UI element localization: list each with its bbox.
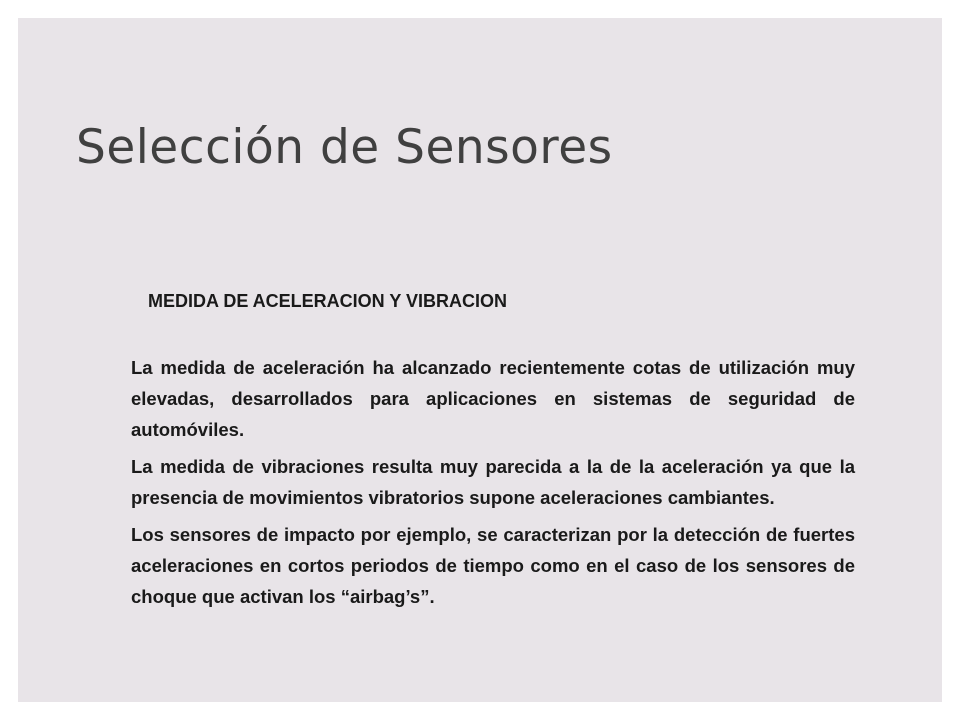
- body-text: [131, 352, 855, 618]
- paragraph-acceleration: La medida de aceleración ha alcanzado recientemente cotas de utilización muy elevadas, desarrollados para aplicaciones en sistemas de seguridad de automóviles.: [131, 357, 855, 440]
- paragraph-impact-sensors: Los sensores de impacto por ejemplo, se caracterizan por la detección de fuertes aceleraciones en cortos periodos de tiempo como en el caso de los sensores de choque que activan los “airbag’s”.: [131, 524, 855, 607]
- section-heading: MEDIDA DE ACELERACION Y VIBRACION: [148, 291, 508, 311]
- slide: [18, 18, 942, 702]
- paragraph-vibration: La medida de vibraciones resulta muy parecida a la de la aceleración ya que la presencia de movimientos vibratorios supone aceleraciones cambiantes.: [131, 456, 855, 508]
- slide-title: Selección de Sensores: [76, 120, 613, 175]
